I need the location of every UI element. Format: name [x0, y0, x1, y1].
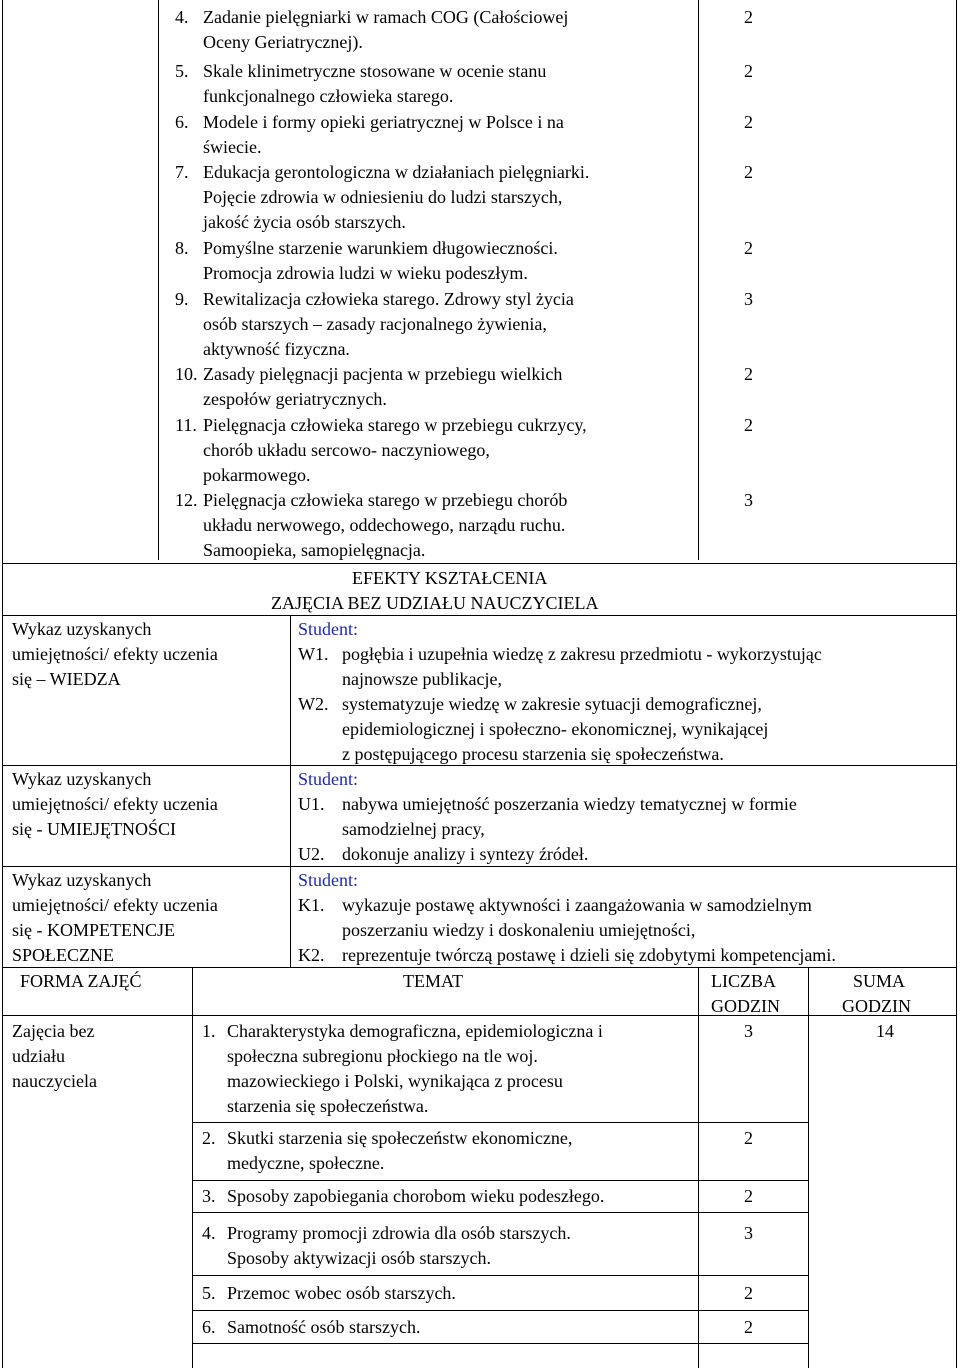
- topic-number: 6.: [202, 1317, 216, 1337]
- effect-text: z postępującego procesu starzenia się społeczeństwa.: [342, 744, 724, 764]
- topic-number: 11.: [175, 415, 197, 435]
- grid-line: [192, 1122, 808, 1123]
- topic-header: TEMAT: [403, 971, 463, 991]
- topic-text: Pojęcie zdrowia w odniesieniu do ludzi starszych,: [203, 187, 563, 207]
- topic-text: Oceny Geriatrycznej).: [203, 32, 363, 52]
- effect-code: W1.: [298, 644, 329, 664]
- grid-line: [158, 0, 159, 560]
- effect-text: reprezentuje twórczą postawę i dzieli się zdobytymi kompetencjami.: [342, 945, 836, 965]
- grid-line: [192, 967, 193, 1368]
- topic-hours: 3: [744, 289, 753, 309]
- sum-value: 14: [876, 1021, 894, 1041]
- topic-hours: 2: [744, 7, 753, 27]
- skills-label: Wykaz uzyskanych: [12, 769, 152, 789]
- topic-text: starzenia się społeczeństwa.: [227, 1096, 429, 1116]
- grid-line: [2, 563, 956, 564]
- topic-hours: 2: [744, 1317, 753, 1337]
- grid-line: [192, 1275, 808, 1276]
- topic-number: 5.: [175, 61, 189, 81]
- topic-number: 3.: [202, 1186, 216, 1206]
- topic-text: medyczne, społeczne.: [227, 1153, 385, 1173]
- topic-hours: 2: [744, 61, 753, 81]
- topic-text: świecie.: [203, 137, 262, 157]
- effect-code: W2.: [298, 694, 329, 714]
- topic-number: 6.: [175, 112, 189, 132]
- topic-text: Pielęgnacja człowieka starego w przebiegu cukrzycy,: [203, 415, 587, 435]
- effect-code: K2.: [298, 945, 325, 965]
- grid-line: [956, 0, 957, 1368]
- knowledge-label: Wykaz uzyskanych: [12, 619, 152, 639]
- topic-text: Pomyślne starzenie warunkiem długowieczności.: [203, 238, 558, 258]
- topic-number: 5.: [202, 1283, 216, 1303]
- form-label-line: Zajęcia bez: [12, 1021, 95, 1041]
- effect-text: pogłębia i uzupełnia wiedzę z zakresu przedmiotu - wykorzystując: [342, 644, 822, 664]
- topic-text: Zadanie pielęgniarki w ramach COG (Całościowej: [203, 7, 569, 27]
- grid-line: [808, 967, 809, 1368]
- grid-line: [192, 1180, 808, 1181]
- hours-header: GODZIN: [711, 996, 780, 1016]
- effect-text: epidemiologicznej i społeczno- ekonomicznej, wynikającej: [342, 719, 769, 739]
- sum-header: SUMA: [853, 971, 906, 991]
- topic-number: 10.: [175, 364, 198, 384]
- student-label: Student:: [298, 619, 359, 639]
- skills-label: się - UMIEJĘTNOŚCI: [12, 819, 176, 839]
- competences-label: umiejętności/ efekty uczenia: [12, 895, 218, 915]
- effect-code: K1.: [298, 895, 325, 915]
- effect-text: poszerzaniu wiedzy i doskonaleniu umiejętności,: [342, 920, 696, 940]
- effects-subtitle: ZAJĘCIA BEZ UDZIAŁU NAUCZYCIELA: [271, 593, 599, 613]
- topic-hours: 3: [744, 1223, 753, 1243]
- skills-label: umiejętności/ efekty uczenia: [12, 794, 218, 814]
- topic-text: pokarmowego.: [203, 465, 311, 485]
- effect-text: wykazuje postawę aktywności i zaangażowania w samodzielnym: [342, 895, 812, 915]
- topic-number: 12.: [175, 490, 198, 510]
- competences-label: Wykaz uzyskanych: [12, 870, 152, 890]
- knowledge-label: umiejętności/ efekty uczenia: [12, 644, 218, 664]
- grid-line: [192, 1212, 808, 1213]
- effect-code: U1.: [298, 794, 325, 814]
- competences-label: się - KOMPETENCJE: [12, 920, 175, 940]
- grid-line: [192, 1343, 808, 1344]
- student-label: Student:: [298, 870, 359, 890]
- topic-text: Samotność osób starszych.: [227, 1317, 421, 1337]
- topic-number: 1.: [202, 1021, 216, 1041]
- topic-hours: 2: [744, 364, 753, 384]
- topic-text: Przemoc wobec osób starszych.: [227, 1283, 456, 1303]
- topic-text: układu nerwowego, oddechowego, narządu ruchu.: [203, 515, 566, 535]
- topic-hours: 2: [744, 415, 753, 435]
- form-label-line: udziału: [12, 1046, 65, 1066]
- topic-text: Sposoby aktywizacji osób starszych.: [227, 1248, 491, 1268]
- topic-text: Sposoby zapobiegania chorobom wieku podeszłego.: [227, 1186, 605, 1206]
- topic-text: osób starszych – zasady racjonalnego żywienia,: [203, 314, 547, 334]
- grid-line: [290, 615, 291, 967]
- topic-hours: 2: [744, 1128, 753, 1148]
- sum-header: GODZIN: [842, 996, 911, 1016]
- topic-text: Charakterystyka demograficzna, epidemiologiczna i: [227, 1021, 603, 1041]
- topic-text: funkcjonalnego człowieka starego.: [203, 86, 454, 106]
- form-label-line: nauczyciela: [12, 1071, 97, 1091]
- topic-text: jakość życia osób starszych.: [203, 212, 406, 232]
- topic-text: Samoopieka, samopielęgnacja.: [203, 540, 426, 560]
- grid-line: [698, 0, 699, 560]
- topic-text: Edukacja gerontologiczna w działaniach pielęgniarki.: [203, 162, 590, 182]
- effect-text: systematyzuje wiedzę w zakresie sytuacji demograficznej,: [342, 694, 762, 714]
- topic-text: zespołów geriatrycznych.: [203, 389, 387, 409]
- topic-number: 4.: [175, 7, 189, 27]
- topic-number: 7.: [175, 162, 189, 182]
- topic-hours: 2: [744, 112, 753, 132]
- topic-text: Modele i formy opieki geriatrycznej w Polsce i na: [203, 112, 564, 132]
- topic-hours: 2: [744, 1186, 753, 1206]
- topic-text: Programy promocji zdrowia dla osób starszych.: [227, 1223, 571, 1243]
- topic-number: 4.: [202, 1223, 216, 1243]
- topic-text: mazowieckiego i Polski, wynikająca z procesu: [227, 1071, 563, 1091]
- topic-hours: 2: [744, 1283, 753, 1303]
- topic-text: Pielęgnacja człowieka starego w przebiegu chorób: [203, 490, 568, 510]
- effect-text: najnowsze publikacje,: [342, 669, 502, 689]
- effect-text: samodzielnej pracy,: [342, 819, 485, 839]
- grid-line: [698, 967, 699, 1368]
- topic-number: 8.: [175, 238, 189, 258]
- topic-text: chorób układu sercowo- naczyniowego,: [203, 440, 490, 460]
- topic-text: społeczna subregionu płockiego na tle woj.: [227, 1046, 538, 1066]
- effect-text: dokonuje analizy i syntezy źródeł.: [342, 844, 589, 864]
- topic-hours: 3: [744, 490, 753, 510]
- topic-text: Zasady pielęgnacji pacjenta w przebiegu wielkich: [203, 364, 563, 384]
- grid-line: [2, 0, 3, 1368]
- grid-line: [2, 1015, 956, 1016]
- topic-text: Skutki starzenia się społeczeństw ekonomiczne,: [227, 1128, 573, 1148]
- topic-hours: 2: [744, 238, 753, 258]
- topic-hours: 2: [744, 162, 753, 182]
- topic-number: 2.: [202, 1128, 216, 1148]
- topic-text: Rewitalizacja człowieka starego. Zdrowy styl życia: [203, 289, 574, 309]
- effects-title: EFEKTY KSZTAŁCENIA: [352, 568, 548, 588]
- grid-line: [192, 1310, 808, 1311]
- form-header: FORMA ZAJĘĆ: [20, 971, 142, 991]
- topic-text: aktywność fizyczna.: [203, 339, 350, 359]
- competences-label: SPOŁECZNE: [12, 945, 115, 965]
- hours-header: LICZBA: [711, 971, 776, 991]
- topic-hours: 3: [744, 1021, 753, 1041]
- knowledge-label: się – WIEDZA: [12, 669, 121, 689]
- effect-text: nabywa umiejętność poszerzania wiedzy tematycznej w formie: [342, 794, 797, 814]
- student-label: Student:: [298, 769, 359, 789]
- topic-text: Promocja zdrowia ludzi w wieku podeszłym.: [203, 263, 528, 283]
- topic-number: 9.: [175, 289, 189, 309]
- effect-code: U2.: [298, 844, 325, 864]
- topic-text: Skale klinimetryczne stosowane w ocenie stanu: [203, 61, 547, 81]
